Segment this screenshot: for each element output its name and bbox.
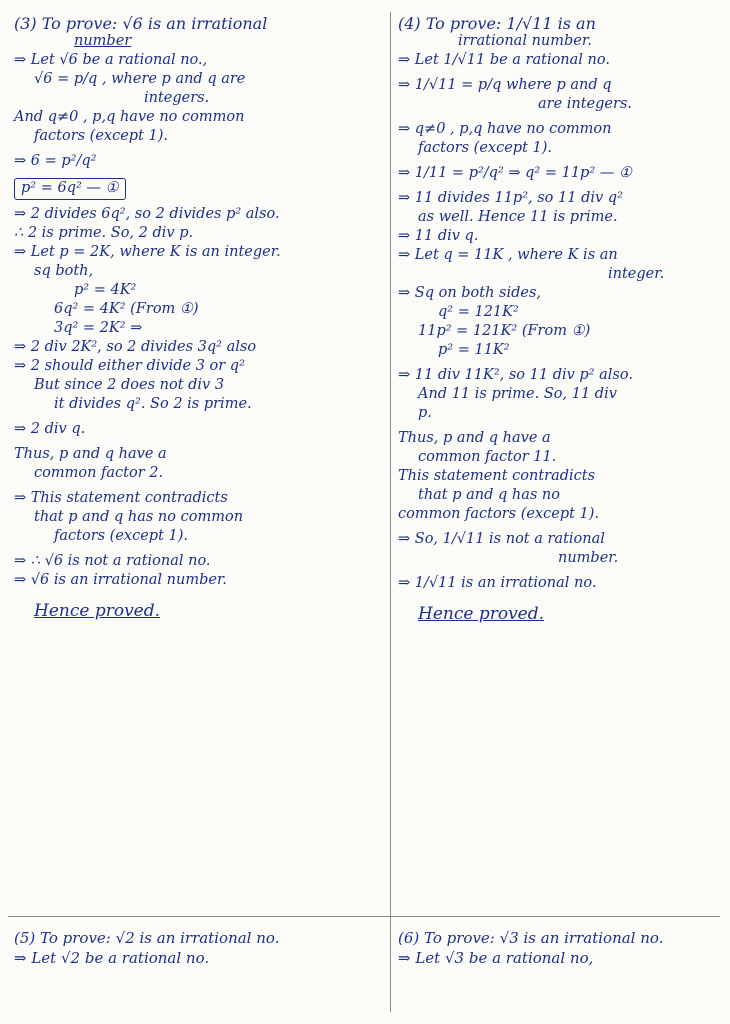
proof-line: q² = 121K² (438, 304, 519, 321)
proof-line: ⇒ So, 1/√11 is not a rational (398, 531, 605, 548)
boxed-equation: p² = 6q² — ① (14, 178, 126, 199)
proof-line: ⇒ Let q = 11K , where K is an (398, 247, 618, 264)
proof-line-boxed (14, 178, 386, 199)
proof-4-heading-cont: irrational number. (458, 33, 592, 50)
proof-line: ⇒ 2 div 2K², so 2 divides 3q² also (14, 338, 257, 355)
proof-line: common factors (except 1). (398, 506, 600, 523)
proof-4-heading: (4) To prove: 1/√11 is an (398, 14, 596, 33)
proof-line: ⇒ Let 1/√11 be a rational no. (398, 52, 610, 69)
proof-line: ⇒ Let √3 be a rational no, (398, 949, 594, 968)
proof-line: And 11 is prime. So, 11 div (418, 386, 617, 403)
proof-line: it divides q². So 2 is prime. (54, 395, 252, 412)
proof-line: 11p² = 121K² (From ①) (418, 323, 591, 340)
proof-4 (398, 14, 722, 625)
proof-3 (14, 14, 386, 621)
proof-line: factors (except 1). (34, 128, 168, 145)
proof-3-heading: (3) To prove: √6 is an irrational (14, 14, 268, 33)
proof-line: p² = 11K² (438, 342, 510, 359)
proof-line: ⇒ Let p = 2K, where K is an integer. (14, 243, 281, 260)
proof-line: common factor 2. (34, 464, 164, 481)
proof-line: This statement contradicts (398, 468, 596, 485)
proof-line: ⇒ q≠0 , p,q have no common (398, 121, 612, 138)
proof-line: p² = 4K² (74, 281, 137, 298)
proof-line: But since 2 does not div 3 (34, 376, 225, 393)
proof-5-heading: (5) To prove: √2 is an irrational no. (14, 929, 280, 947)
proof-line: 3q² = 2K² ⇒ (54, 319, 143, 336)
proof-line: ⇒ Sq on both sides, (398, 285, 542, 302)
proof-line: ⇒ This statement contradicts (14, 489, 228, 506)
proof-line: ⇒ 2 divides 6q², so 2 divides p² also. (14, 205, 280, 222)
proof-line: integer. (608, 266, 665, 283)
proof-line: factors (except 1). (54, 527, 188, 544)
proof-5 (14, 928, 386, 969)
proof-line: Thus, p and q have a (398, 430, 551, 447)
proof-line: ⇒ 2 should either divide 3 or q² (14, 357, 245, 374)
proof-line: 6q² = 4K² (From ①) (54, 300, 199, 317)
proof-line: factors (except 1). (418, 140, 552, 157)
section-divider (8, 916, 720, 917)
proof-line: ⇒ ∴ √6 is not a rational no. (14, 552, 211, 569)
proof-3-heading-cont: number (74, 33, 132, 50)
proof-line: ∴ 2 is prime. So, 2 div p. (14, 224, 194, 241)
proof-line: ⇒ 11 div q. (398, 228, 479, 245)
proof-line: common factor 11. (418, 449, 557, 466)
proof-6 (398, 928, 722, 969)
proof-line: ⇒ Let √6 be a rational no., (14, 52, 208, 69)
proof-line: p. (418, 405, 432, 422)
proof-line: integers. (144, 90, 210, 107)
proof-line: that p and q has no (418, 487, 561, 504)
proof-line: ⇒ Let √2 be a rational no. (14, 949, 210, 968)
proof-line: ⇒ 6 = p²/q² (14, 153, 97, 170)
proof-line: that p and q has no common (34, 508, 244, 525)
proof-line: are integers. (538, 96, 632, 113)
proof-line: as well. Hence 11 is prime. (418, 209, 618, 226)
proof-6-heading: (6) To prove: √3 is an irrational no. (398, 929, 664, 947)
proof-line: number. (558, 550, 619, 567)
proof-line: ⇒ 11 divides 11p², so 11 div q² (398, 190, 623, 207)
proof-line: ⇒ 2 div q. (14, 420, 86, 437)
proof-line: ⇒ 1/√11 = p/q where p and q (398, 77, 612, 94)
proof-line: sq both, (34, 262, 94, 279)
proof-line-boxed: ⇒ 1/11 = p²/q² ⇒ q² = 11p² — ① (398, 165, 632, 182)
column-divider (390, 12, 391, 1012)
proof-line: ⇒ 11 div 11K², so 11 div p² also. (398, 367, 633, 384)
hence-proved: Hence proved. (418, 604, 545, 625)
proof-line: Thus, p and q have a (14, 445, 167, 462)
proof-line: And q≠0 , p,q have no common (14, 109, 245, 126)
hence-proved: Hence proved. (34, 600, 161, 621)
proof-line: ⇒ 1/√11 is an irrational no. (398, 575, 597, 592)
proof-line: ⇒ √6 is an irrational number. (14, 571, 227, 588)
proof-line: √6 = p/q , where p and q are (34, 71, 246, 88)
